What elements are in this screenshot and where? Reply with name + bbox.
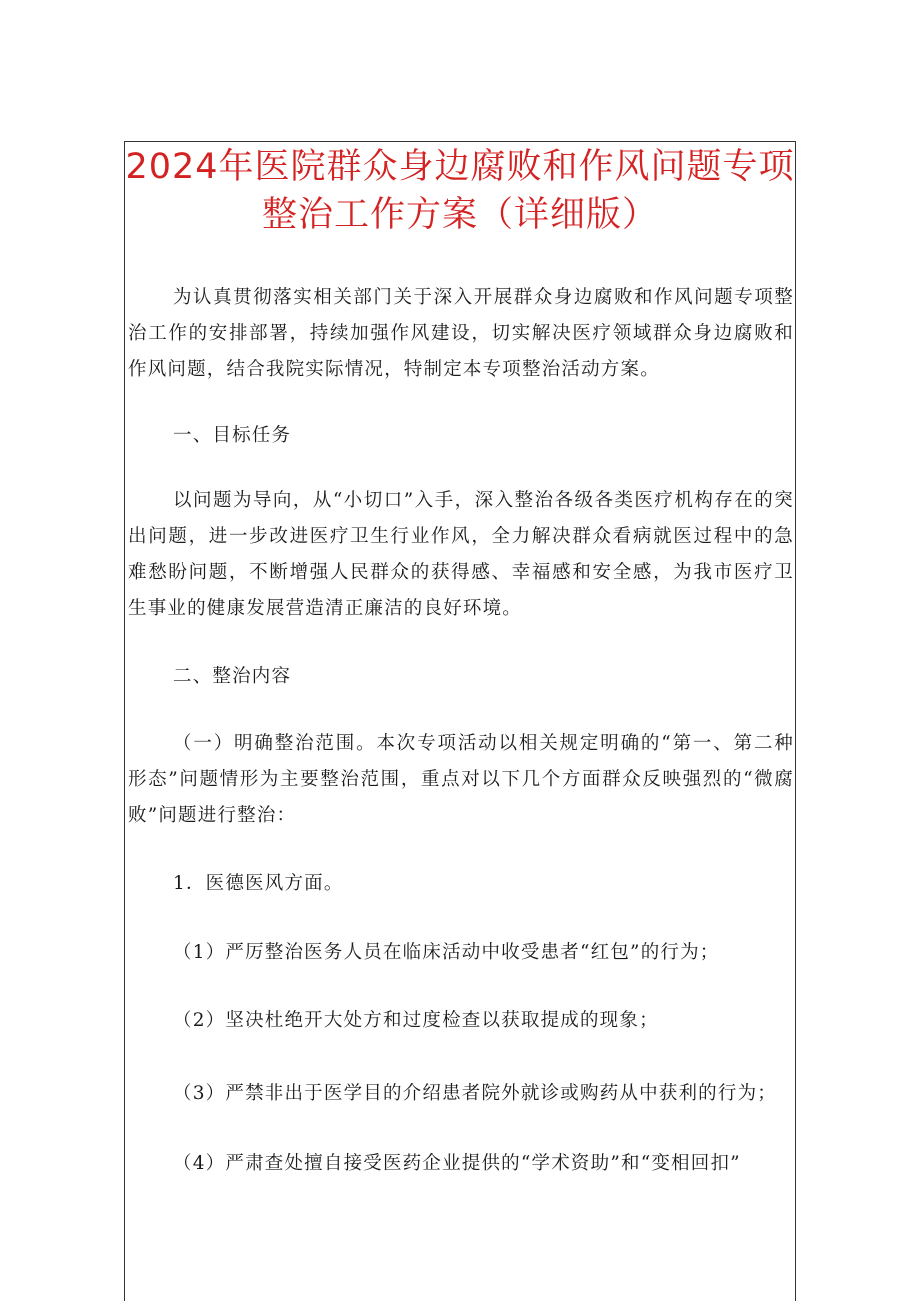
item-1-point-1: （1）严厉整治医务人员在临床活动中收受患者“红包”的行为； [173, 942, 720, 963]
item-1-heading: 1．医德医风方面。 [173, 873, 344, 894]
document-title-line-2: 整治工作方案（详细版） [261, 195, 658, 235]
section-2-subsection-1: （一）明确整治范围。本次专项活动以相关规定明确的“第一、第二种形态”问题情形为主要整治范围，重点对以下几个方面群众反映强烈的“微腐败”问题进行整治： [128, 733, 794, 826]
intro-paragraph: 为认真贯彻落实相关部门关于深入开展群众身边腐败和作风问题专项整治工作的安排部署，持续加强作风建设，切实解决医疗领域群众身边腐败和作风问题，结合我院实际情况，特制定本专项整治活动方案。 [128, 287, 794, 380]
item-1-point-4: （4）严肃查处擅自接受医药企业提供的“学术资助”和“变相回扣” [173, 1153, 741, 1174]
section-2-heading: 二、整治内容 [173, 666, 292, 687]
section-1-paragraph: 以问题为导向，从“小切口”入手，深入整治各级各类医疗机构存在的突出问题，进一步改进医疗卫生行业作风，全力解决群众看病就医过程中的急难愁盼问题，不断增强人民群众的获得感、幸福感和安全感，为我市医疗卫生事业的健康发展营造清正廉洁的良好环境。 [128, 490, 794, 619]
item-1-point-2: （2）坚决杜绝开大处方和过度检查以获取提成的现象； [173, 1010, 659, 1031]
item-1-point-3: （3）严禁非出于医学目的介绍患者院外就诊或购药从中获利的行为； [173, 1083, 777, 1104]
document-title-line-1: 2024年医院群众身边腐败和作风问题专项 [125, 147, 795, 187]
section-1-heading: 一、目标任务 [173, 425, 292, 446]
